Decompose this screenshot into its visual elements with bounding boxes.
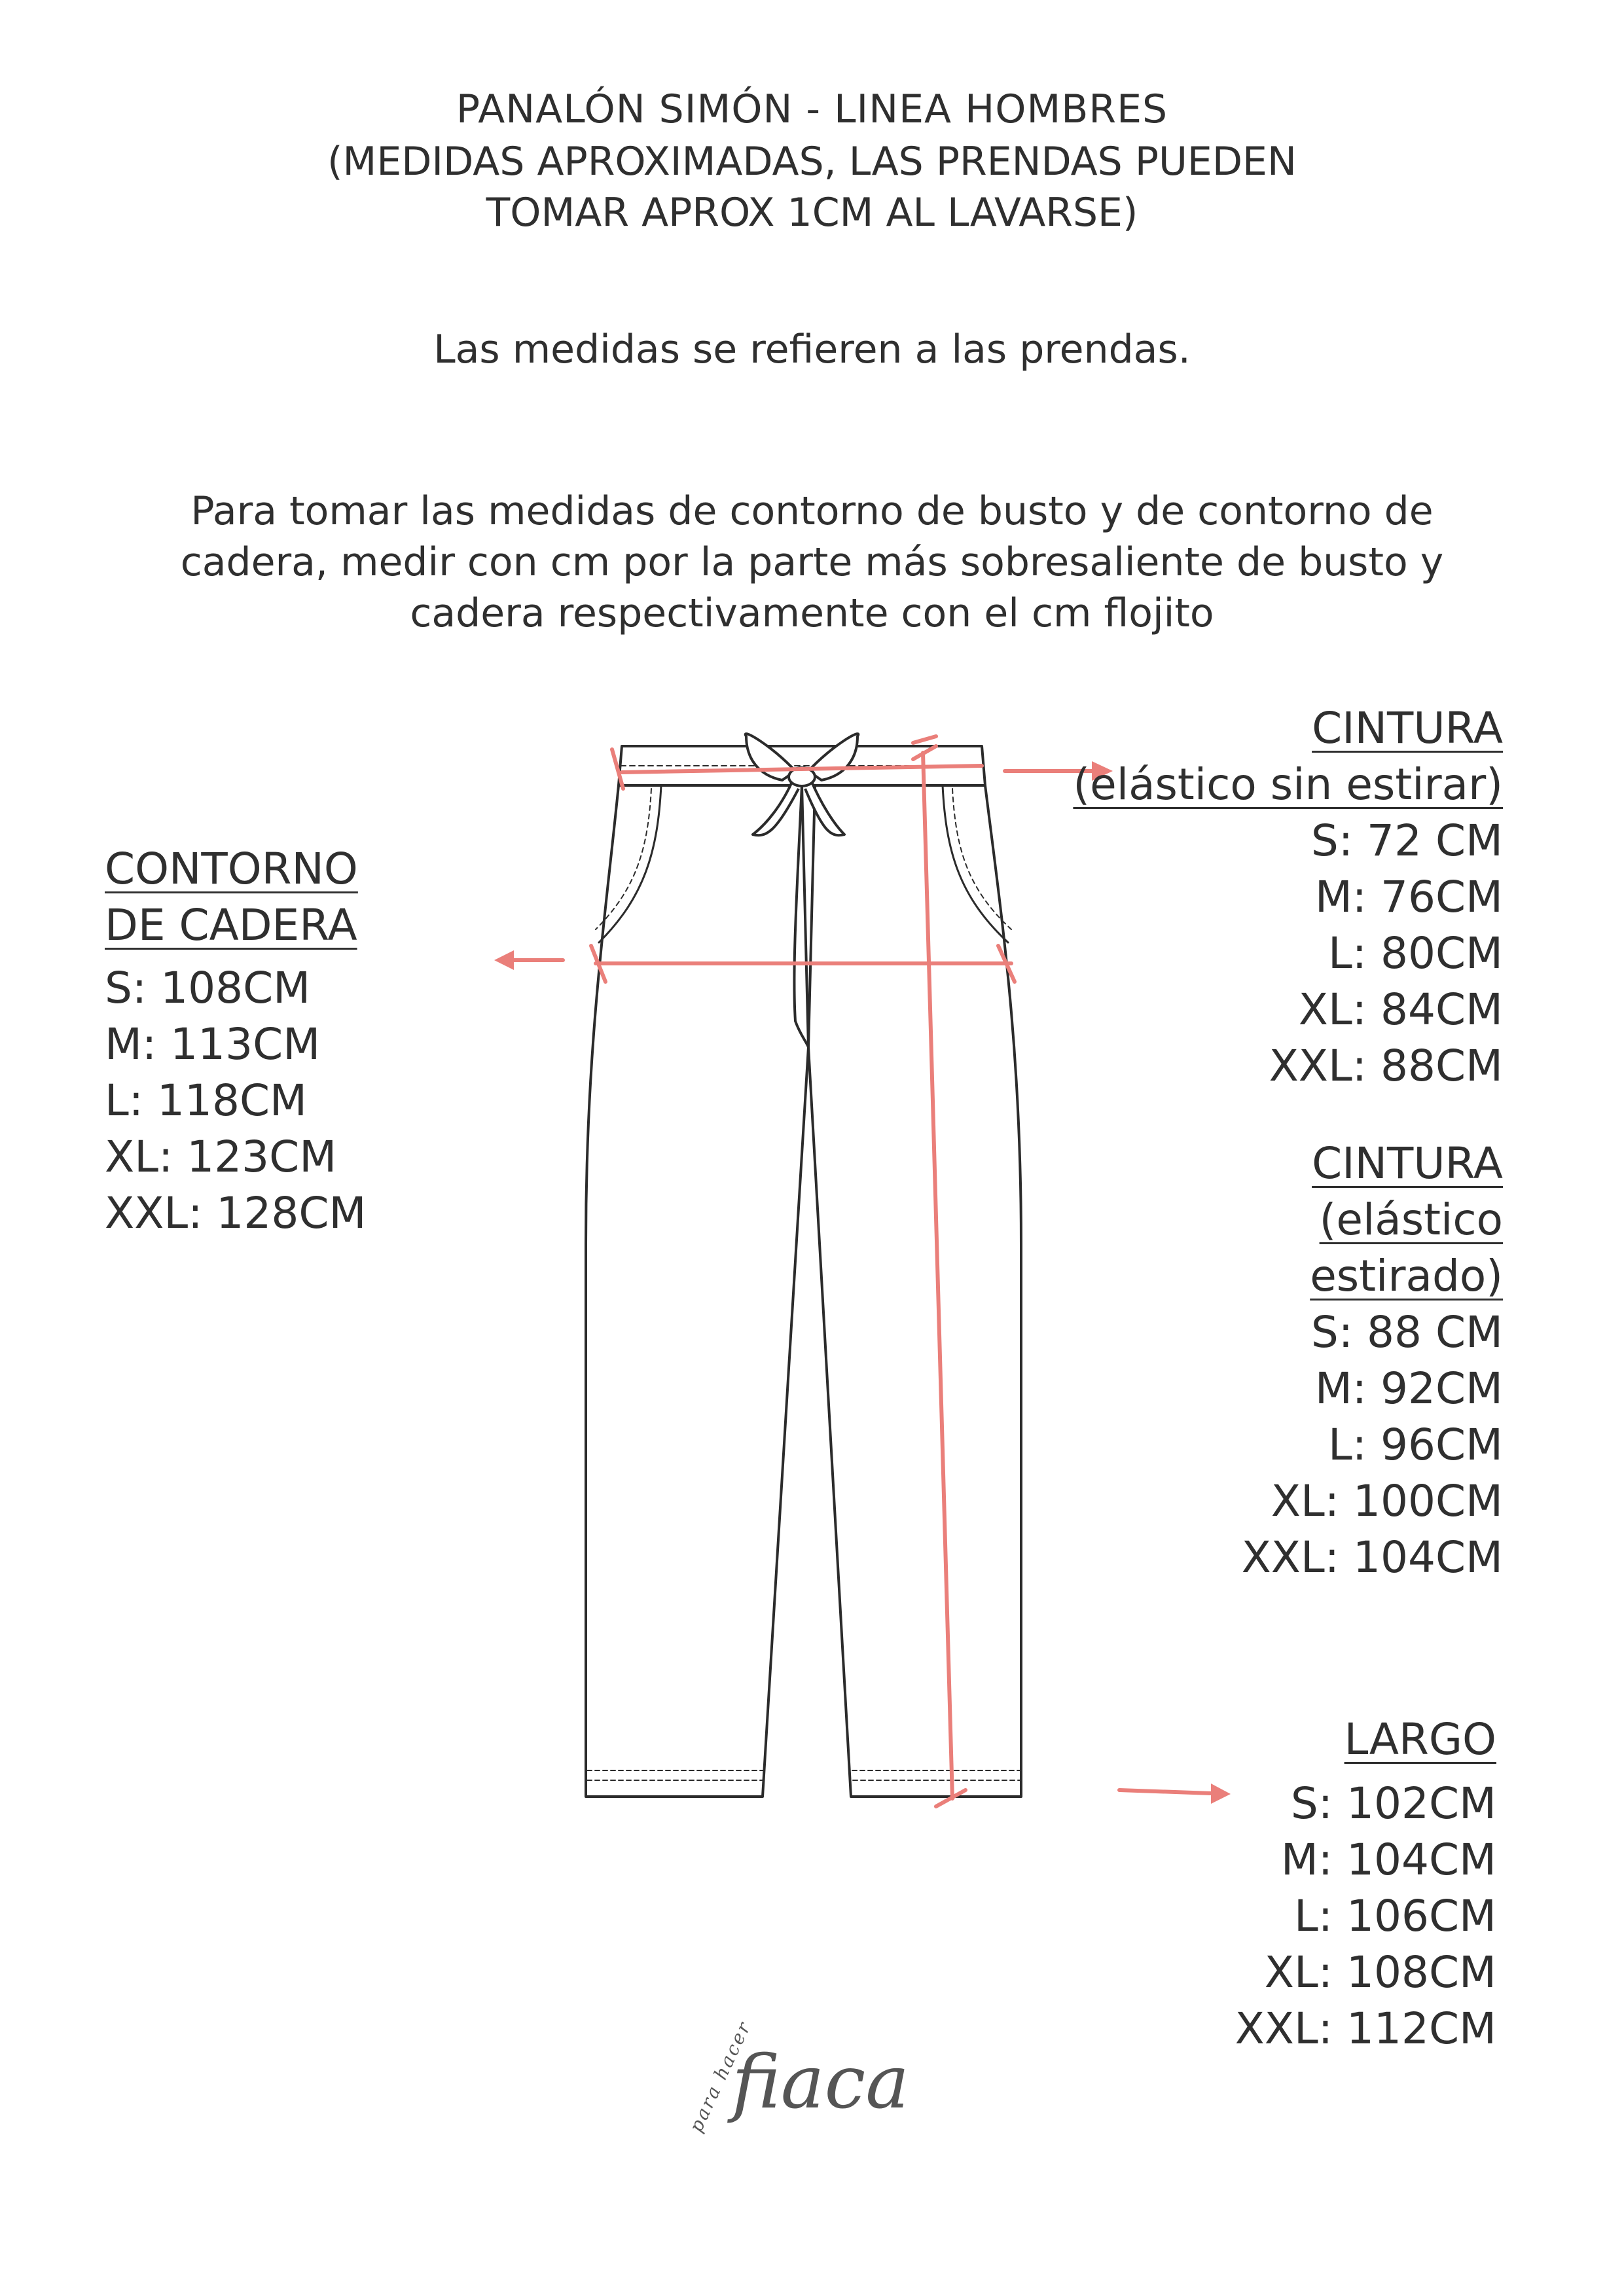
waist-stretched-size-s: S: 88 CM — [1310, 1307, 1503, 1357]
hip-size-m: M: 113CM — [105, 1019, 321, 1069]
hip-section — [105, 841, 366, 1242]
length-size-list — [1235, 1776, 1496, 2057]
length-size-l: L: 106CM — [1294, 1891, 1496, 1941]
length-size-m: M: 104CM — [1280, 1835, 1496, 1885]
length-measure-line — [923, 753, 952, 1799]
hip-size-l: L: 118CM — [105, 1075, 307, 1126]
waist-stretched-size-m: M: 92CM — [1314, 1363, 1503, 1414]
hip-size-list — [105, 960, 366, 1242]
waist-relaxed-size-l: L: 80CM — [1328, 928, 1503, 978]
page-title: PANALÓN SIMÓN - LINEA HOMBRES — [456, 86, 1168, 132]
waist-relaxed-size-xl: XL: 84CM — [1298, 984, 1503, 1035]
hip-size-xxl: XXL: 128CM — [105, 1188, 367, 1238]
waist-stretched-section — [1242, 1136, 1503, 1586]
brand-small-text: para hacer — [685, 2017, 756, 2136]
hip-size-xl: XL: 123CM — [105, 1132, 337, 1182]
waist-stretched-size-list — [1242, 1304, 1503, 1586]
hip-heading-line-1: CONTORNO — [105, 844, 358, 894]
length-size-xl: XL: 108CM — [1264, 1947, 1496, 1998]
waist-stretched-heading-line-2: (elástico — [1319, 1194, 1503, 1245]
subtitle-line-1: (MEDIDAS APROXIMADAS, LAS PRENDAS PUEDEN — [327, 139, 1297, 185]
waist-stretched-size-xl: XL: 100CM — [1271, 1476, 1503, 1526]
length-heading: LARGO — [1344, 1714, 1496, 1765]
waist-measure-tick-right — [913, 736, 936, 743]
waist-relaxed-size-list — [1073, 813, 1503, 1094]
waist-relaxed-heading-line-1: CINTURA — [1312, 703, 1503, 753]
length-pointer-arrow — [1119, 1790, 1211, 1793]
instructions-line-1: Para tomar las medidas de contorno de busto y de contorno de — [190, 488, 1434, 534]
hip-heading-line-2: DE CADERA — [105, 900, 357, 950]
fiaca-logo — [685, 2017, 909, 2136]
waist-relaxed-section — [1073, 700, 1503, 1094]
waist-stretched-heading-line-3: estirado) — [1310, 1251, 1503, 1301]
waist-stretched-size-xxl: XXL: 104CM — [1241, 1532, 1503, 1583]
garment-note: Las medidas se refieren a las prendas. — [433, 327, 1191, 372]
instructions-line-3: cadera respectivamente con el cm flojito — [410, 590, 1214, 636]
waist-relaxed-heading-line-2: (elástico sin estirar) — [1073, 759, 1503, 810]
brand-name: fiaca — [732, 2040, 909, 2125]
length-section — [1235, 1712, 1496, 2057]
subtitle-line-2: TOMAR APROX 1CM AL LAVARSE) — [486, 190, 1138, 236]
waist-stretched-heading-line-1: CINTURA — [1312, 1138, 1503, 1189]
waist-relaxed-size-xxl: XXL: 88CM — [1269, 1041, 1503, 1091]
waist-stretched-size-l: L: 96CM — [1328, 1420, 1503, 1470]
length-size-s: S: 102CM — [1290, 1778, 1496, 1829]
pants-outline — [586, 746, 1021, 1797]
hip-size-s: S: 108CM — [105, 963, 311, 1013]
instructions-line-2: cadera, medir con cm por la parte más sobresaliente de busto y — [180, 539, 1444, 585]
waist-relaxed-size-s: S: 72 CM — [1310, 816, 1503, 866]
waist-relaxed-size-m: M: 76CM — [1314, 872, 1503, 922]
length-size-xxl: XXL: 112CM — [1235, 2003, 1496, 2054]
